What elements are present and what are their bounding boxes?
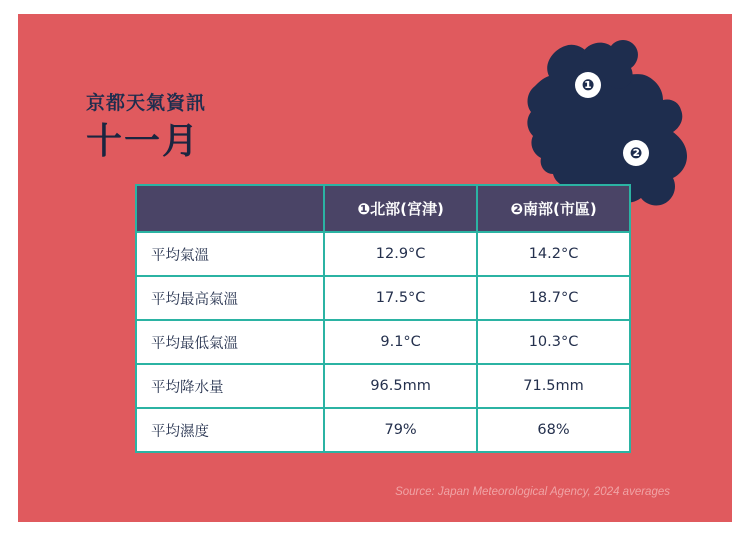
cell-south-precipitation: 71.5mm	[477, 364, 630, 408]
cell-south-avg-high: 18.7°C	[477, 276, 630, 320]
table-row	[136, 364, 630, 408]
table-header-blank	[136, 185, 324, 232]
cell-north-precipitation: 96.5mm	[324, 364, 477, 408]
page-subtitle: 京都天氣資訊	[86, 92, 207, 114]
table-header-north: ❶北部(宮津)	[324, 185, 477, 232]
cell-south-humidity: 68%	[477, 408, 630, 452]
table-header-row	[136, 185, 630, 232]
row-label-precipitation: 平均降水量	[136, 364, 324, 408]
map-marker-2: ❷	[623, 140, 649, 166]
map-marker-1: ❶	[575, 72, 601, 98]
row-label-avg-low: 平均最低氣溫	[136, 320, 324, 364]
cell-north-avg-high: 17.5°C	[324, 276, 477, 320]
page-title: 十一月	[86, 120, 201, 162]
cell-south-avg-temp: 14.2°C	[477, 232, 630, 276]
title-block	[86, 92, 206, 162]
table-header-south: ❷南部(市區)	[477, 185, 630, 232]
row-label-humidity: 平均濕度	[136, 408, 324, 452]
table-body	[136, 232, 630, 452]
table-row	[136, 320, 630, 364]
cell-north-humidity: 79%	[324, 408, 477, 452]
slide-canvas	[18, 14, 732, 522]
source-note: Source: Japan Meteorological Agency, 2024 averages	[395, 486, 670, 498]
cell-south-avg-low: 10.3°C	[477, 320, 630, 364]
table-row	[136, 276, 630, 320]
cell-north-avg-temp: 12.9°C	[324, 232, 477, 276]
table-row	[136, 232, 630, 276]
table-header	[136, 185, 630, 232]
cell-north-avg-low: 9.1°C	[324, 320, 477, 364]
weather-table	[135, 184, 631, 453]
row-label-avg-temp: 平均氣溫	[136, 232, 324, 276]
table-row	[136, 408, 630, 452]
row-label-avg-high: 平均最高氣溫	[136, 276, 324, 320]
weather-table-wrap	[135, 184, 631, 453]
